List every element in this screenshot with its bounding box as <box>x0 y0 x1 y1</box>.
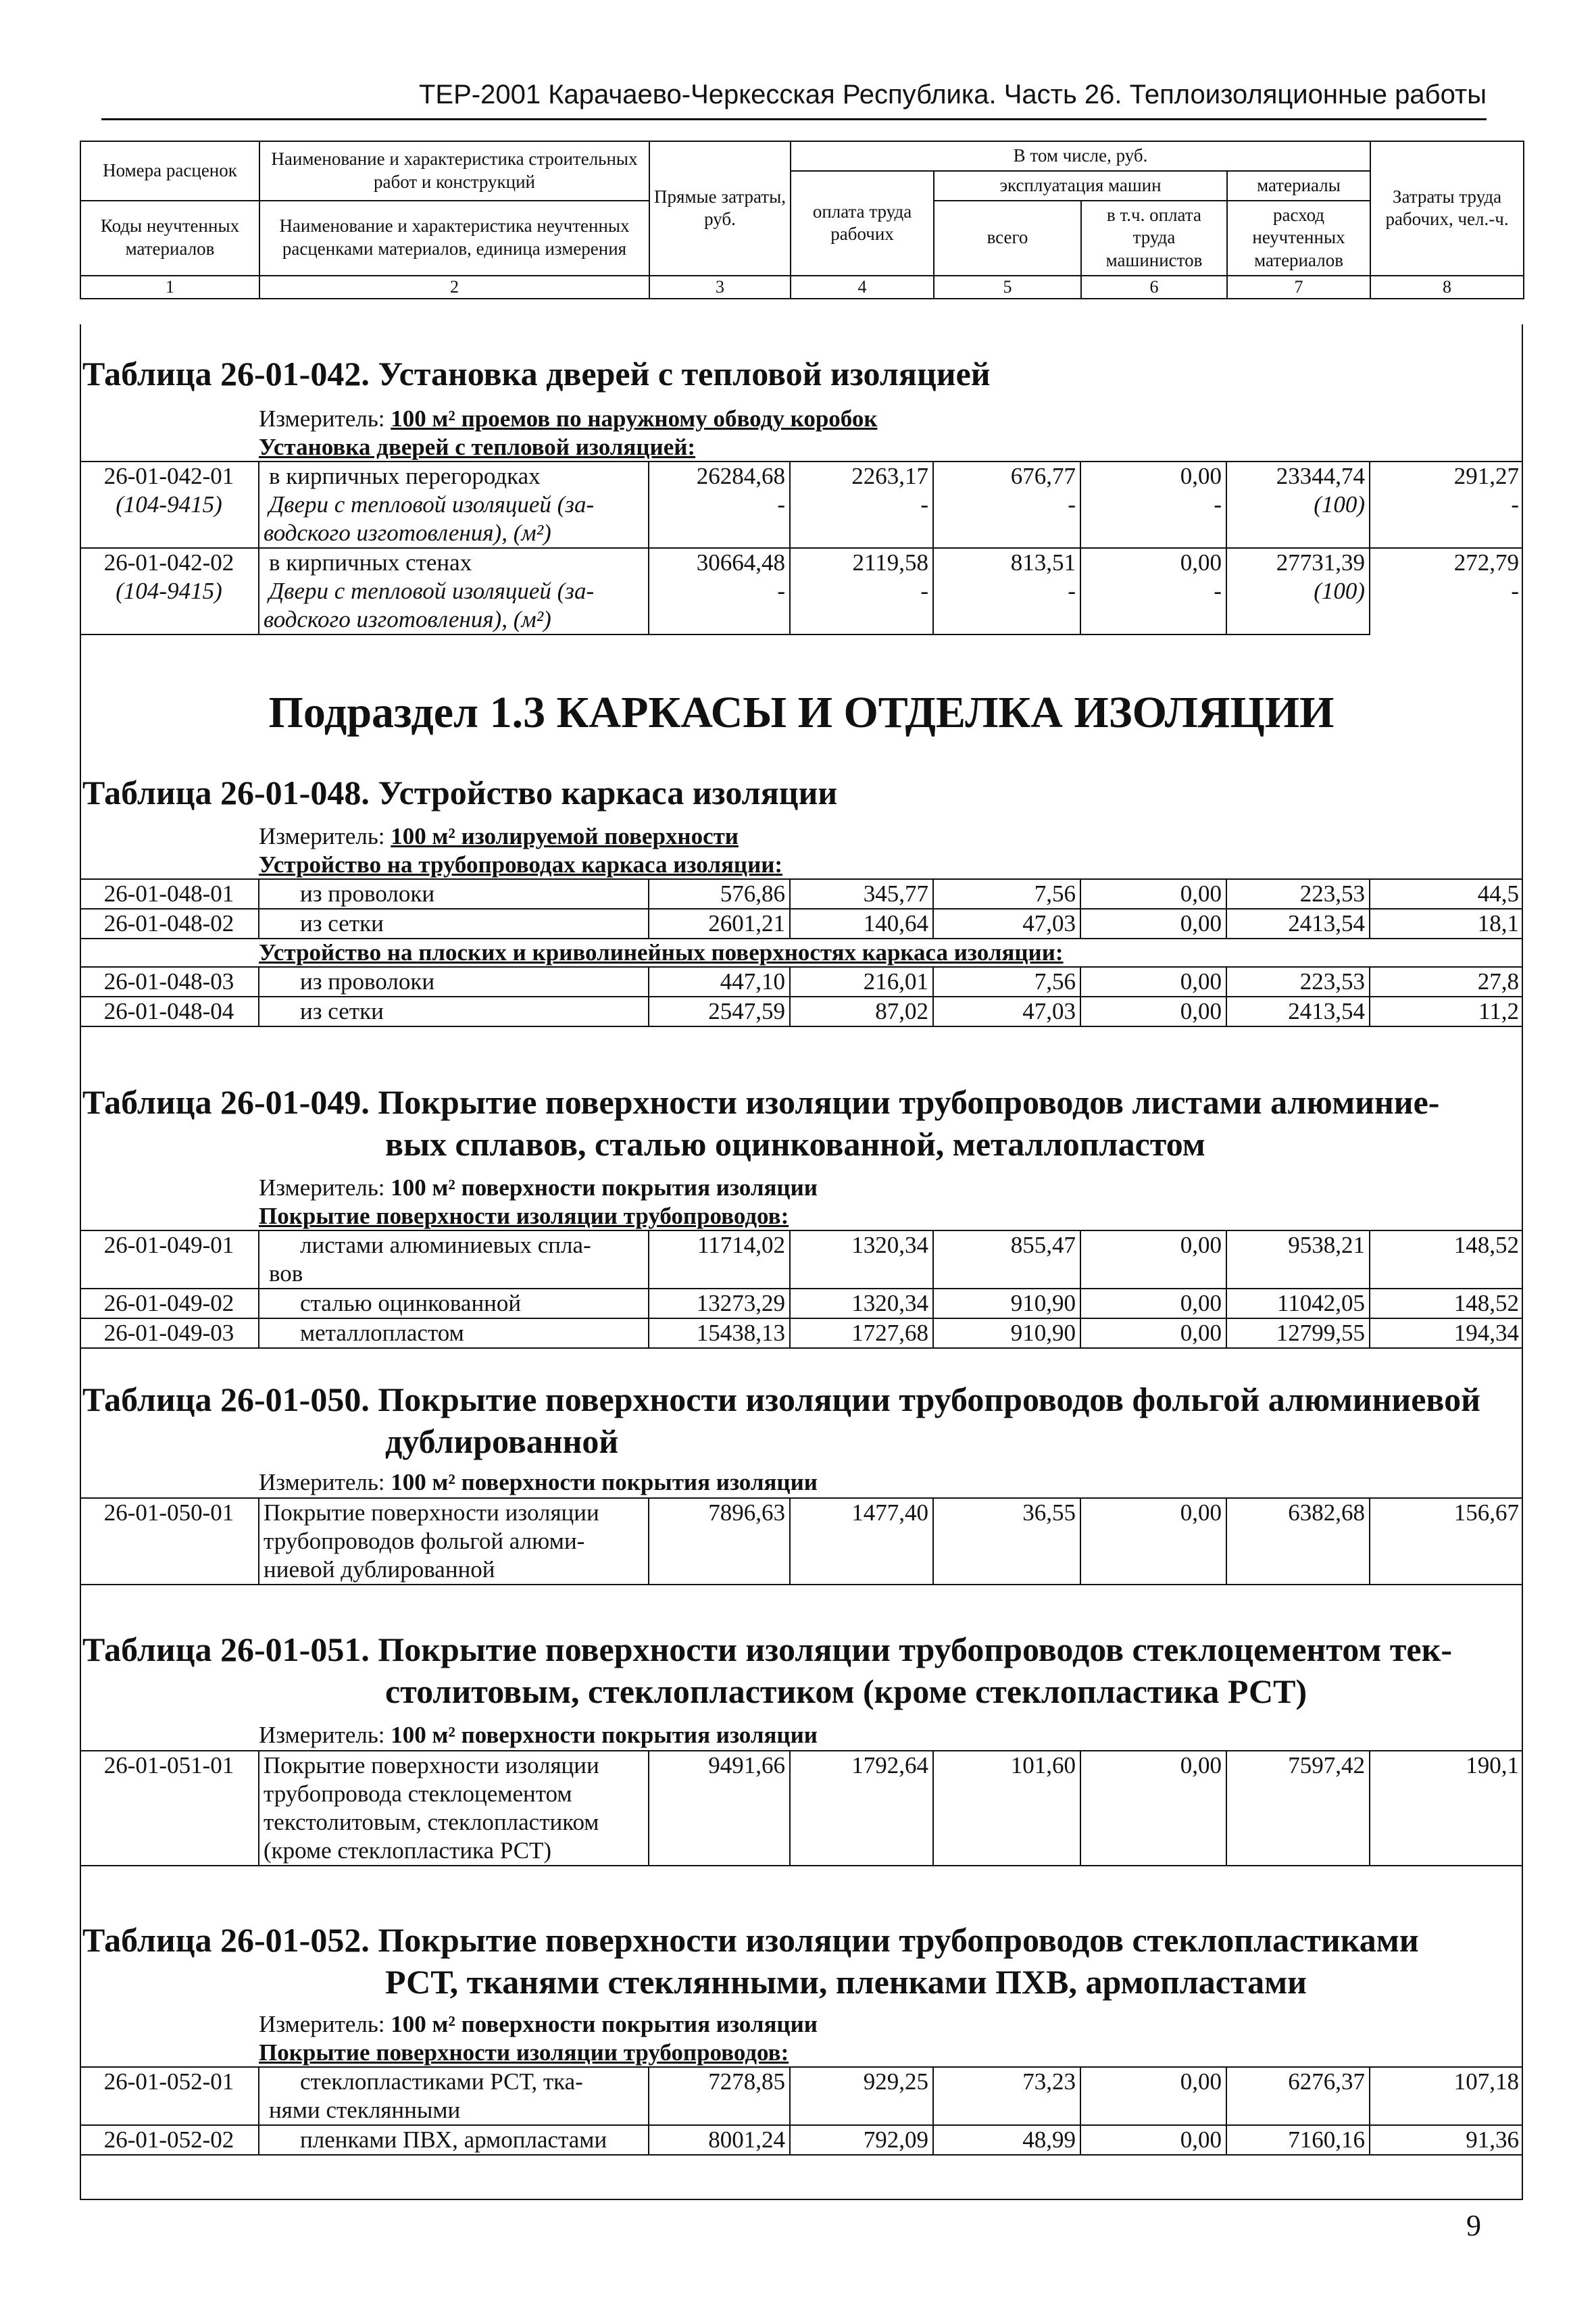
row-name-line: ниевой дублированной <box>264 1556 495 1583</box>
measure-label: Измеритель: <box>259 1722 385 1748</box>
materials-header: материалы <box>1227 171 1370 201</box>
col-number: 6 <box>1081 276 1227 299</box>
row-direct-cost: 2547,59 <box>649 997 790 1026</box>
col3-header: Прямые затраты, руб. <box>649 141 791 276</box>
material-quantity: (100) <box>1226 577 1370 605</box>
table-048-section <box>80 772 1523 1027</box>
table-051-title <box>80 1628 1523 1712</box>
row-materials: 27731,39 <box>1226 548 1370 577</box>
row-value: - <box>649 577 790 605</box>
row-machinists-pay: 0,00 <box>1080 997 1226 1026</box>
row-machines-total: 910,90 <box>933 1318 1080 1348</box>
row-labor-hours: 91,36 <box>1370 2125 1523 2155</box>
column-header-table <box>80 141 1524 299</box>
col1-header-bottom: Коды неучтенных материалов <box>80 201 259 276</box>
row-machinists-pay: 0,00 <box>1080 2067 1226 2125</box>
row-machines-total: 676,77 <box>933 462 1080 491</box>
row-name-line: вов <box>269 1260 303 1287</box>
machines-header: эксплуатация машин <box>934 171 1227 201</box>
table-048-measure <box>80 822 1523 851</box>
row-labor-hours: 44,5 <box>1370 879 1523 909</box>
row-labor-hours: 148,52 <box>1370 1230 1523 1289</box>
table-050-measure <box>80 1468 1523 1497</box>
row-labor-pay: 1792,64 <box>790 1751 933 1866</box>
row-labor-pay: 87,02 <box>790 997 933 1026</box>
row-name: из сетки <box>259 997 649 1026</box>
row-value: - <box>790 491 933 519</box>
row-code: 26-01-049-03 <box>80 1318 259 1348</box>
row-materials: 223,53 <box>1226 879 1370 909</box>
row-labor-hours: 27,8 <box>1370 967 1523 997</box>
row-name-line: текстолитовым, стеклопластиком <box>264 1809 599 1835</box>
table-042-section <box>80 353 1523 635</box>
measure-value: 100 м² изолируемой поверхности <box>391 823 739 849</box>
measure-label: Измеритель: <box>259 1174 385 1201</box>
row-machinists-pay: 0,00 <box>1080 879 1226 909</box>
row-value: - <box>1511 578 1519 604</box>
row-direct-cost: 13273,29 <box>649 1289 790 1318</box>
measure-label: Измеритель: <box>259 823 385 849</box>
row-labor-pay: 1320,34 <box>790 1230 933 1289</box>
row-direct-cost: 7278,85 <box>649 2067 790 2125</box>
row-labor-hours: 107,18 <box>1370 2067 1523 2125</box>
measure-label: Измеритель: <box>259 1469 385 1495</box>
material-name: Двери с тепловой изоляцией (за- <box>259 491 649 519</box>
row-direct-cost: 576,86 <box>649 879 790 909</box>
table-042-data <box>80 461 1523 635</box>
col-number: 8 <box>1370 276 1524 299</box>
row-value: - <box>649 491 790 519</box>
row-name-line: стеклопластиками РСТ, тка- <box>300 2068 583 2095</box>
col4-header: оплата труда рабочих <box>791 171 934 276</box>
row-machinists-pay: 0,00 <box>1080 1230 1226 1289</box>
row-machinists-pay: 0,00 <box>1080 462 1226 491</box>
row-materials: 12799,55 <box>1226 1318 1370 1348</box>
row-machines-total: 7,56 <box>933 879 1080 909</box>
row-labor-pay: 140,64 <box>790 909 933 939</box>
row-labor-pay: 2263,17 <box>790 462 933 491</box>
title-line-2: РСТ, тканями стеклянными, пленками ПХВ, армопластами <box>385 1963 1307 2001</box>
table-048-data-2 <box>80 966 1523 1027</box>
row-value: - <box>1080 577 1226 605</box>
table-050-title <box>80 1378 1523 1462</box>
row-name-line: листами алюминиевых спла- <box>300 1232 591 1258</box>
table-050-data <box>80 1497 1523 1585</box>
row-name: в кирпичных стенах <box>259 548 649 577</box>
measure-value: 100 м² поверхности покрытия изоляции <box>391 1174 818 1201</box>
material-name-cont: водского изготовления), (м²) <box>259 519 649 548</box>
row-materials: 2413,54 <box>1226 997 1370 1026</box>
row-labor-hours: 18,1 <box>1370 909 1523 939</box>
included-header: В том числе, руб. <box>791 141 1370 171</box>
row-name: из сетки <box>259 909 649 939</box>
row-value: - <box>790 577 933 605</box>
table-049-data <box>80 1230 1523 1349</box>
row-direct-cost: 7896,63 <box>649 1498 790 1585</box>
row-name <box>259 2067 649 2125</box>
row-materials: 7160,16 <box>1226 2125 1370 2155</box>
row-direct-cost: 15438,13 <box>649 1318 790 1348</box>
measure-label: Измеритель: <box>259 2011 385 2037</box>
row-code: 26-01-048-01 <box>80 879 259 909</box>
table-048-title: Таблица 26-01-048. Устройство каркаса изоляции <box>82 774 838 812</box>
page-number: 9 <box>1466 2209 1481 2242</box>
material-name-cont: водского изготовления), (м²) <box>259 605 649 634</box>
row-name: сталью оцинкованной <box>259 1289 649 1318</box>
measure-value: 100 м² поверхности покрытия изоляции <box>391 1722 818 1748</box>
row-labor-hours: 190,1 <box>1370 1751 1523 1866</box>
table-row <box>80 879 1523 909</box>
title-line-1: Таблица 26-01-052. Покрытие поверхности изоляции трубопроводов стеклопластиками <box>82 1921 1419 1959</box>
row-labor-pay: 1320,34 <box>790 1289 933 1318</box>
table-049-section <box>80 1081 1523 1349</box>
col7-header: расход неучтенных материалов <box>1227 201 1370 276</box>
table-row <box>80 1751 1523 1866</box>
row-materials: 6382,68 <box>1226 1498 1370 1585</box>
row-machinists-pay: 0,00 <box>1080 967 1226 997</box>
row-name-line: Покрытие поверхности изоляции <box>264 1752 599 1778</box>
col2-header-top: Наименование и характеристика строительных работ и конструкций <box>259 141 649 201</box>
measure-value: 100 м² поверхности покрытия изоляции <box>391 1469 818 1495</box>
col6-header: в т.ч. оплата труда машинистов <box>1081 201 1227 276</box>
row-name-line: трубопровода стеклоцементом <box>264 1781 572 1807</box>
row-code: 26-01-048-04 <box>80 997 259 1026</box>
table-052-subhead: Покрытие поверхности изоляции трубопроводов: <box>259 2039 789 2066</box>
table-048-subhead-2: Устройство на плоских и криволинейных поверхностях каркаса изоляции: <box>259 939 1064 966</box>
row-name: пленками ПВХ, армопластами <box>259 2125 649 2155</box>
row-direct-cost: 2601,21 <box>649 909 790 939</box>
header-rule <box>101 118 1487 120</box>
material-row <box>80 577 1523 605</box>
col1-header-top: Номера расценок <box>80 141 259 201</box>
measure-value: 100 м² проемов по наружному обводу коробок <box>391 405 878 432</box>
col-number: 4 <box>791 276 934 299</box>
material-quantity: (100) <box>1226 491 1370 519</box>
row-code: 26-01-048-02 <box>80 909 259 939</box>
table-050-section <box>80 1378 1523 1585</box>
row-code: 26-01-042-01 <box>80 462 259 491</box>
row-machines-total: 813,51 <box>933 548 1080 577</box>
table-052-data <box>80 2066 1523 2156</box>
row-code: 26-01-052-02 <box>80 2125 259 2155</box>
row-materials: 7597,42 <box>1226 1751 1370 1866</box>
row-value: - <box>1511 491 1519 518</box>
row-machines-total: 910,90 <box>933 1289 1080 1318</box>
row-name-line: Покрытие поверхности изоляции <box>264 1499 599 1526</box>
table-row <box>80 1498 1523 1585</box>
row-machinists-pay: 0,00 <box>1080 1751 1226 1866</box>
row-labor-pay: 929,25 <box>790 2067 933 2125</box>
row-direct-cost: 30664,48 <box>649 548 790 577</box>
row-labor-pay: 2119,58 <box>790 548 933 577</box>
title-line-2: вых сплавов, сталью оцинкованной, металлопластом <box>385 1125 1205 1163</box>
table-row <box>80 997 1523 1026</box>
material-code: (104-9415) <box>80 577 259 605</box>
row-labor-pay: 792,09 <box>790 2125 933 2155</box>
col-number: 7 <box>1227 276 1370 299</box>
table-row <box>80 2067 1523 2125</box>
table-row <box>80 1230 1523 1289</box>
row-materials: 2413,54 <box>1226 909 1370 939</box>
row-machinists-pay: 0,00 <box>1080 1289 1226 1318</box>
row-name <box>259 1498 649 1585</box>
title-line-2: дублированной <box>385 1422 619 1460</box>
row-name <box>259 1751 649 1866</box>
row-labor-hours: 291,27 <box>1370 462 1523 491</box>
row-materials: 11042,05 <box>1226 1289 1370 1318</box>
material-row <box>80 491 1523 519</box>
col-number: 3 <box>649 276 791 299</box>
row-labor-pay: 1477,40 <box>790 1498 933 1585</box>
row-value: - <box>933 491 1080 519</box>
title-line-2: столитовым, стеклопластиком (кроме стеклопластика РСТ) <box>385 1672 1307 1710</box>
row-name: из проволоки <box>259 879 649 909</box>
table-042-subhead: Установка дверей с тепловой изоляцией: <box>259 434 696 460</box>
material-row-cont <box>80 605 1523 634</box>
row-labor-hours: 194,34 <box>1370 1318 1523 1348</box>
row-code: 26-01-042-02 <box>80 548 259 577</box>
table-row <box>80 1318 1523 1348</box>
title-line-1: Таблица 26-01-049. Покрытие поверхности изоляции трубопроводов листами алюминие- <box>82 1083 1440 1121</box>
row-machines-total: 48,99 <box>933 2125 1080 2155</box>
row-code: 26-01-049-02 <box>80 1289 259 1318</box>
row-name: в кирпичных перегородках <box>259 462 649 491</box>
row-name-line: трубопроводов фольгой алюми- <box>264 1528 585 1554</box>
table-052-section <box>80 1919 1523 2156</box>
row-direct-cost: 9491,66 <box>649 1751 790 1866</box>
table-052-title <box>80 1919 1523 2003</box>
col8-header: Затраты труда рабочих, чел.-ч. <box>1370 141 1524 276</box>
material-code: (104-9415) <box>80 491 259 519</box>
table-048-subhead-1: Устройство на трубопроводах каркаса изоляции: <box>259 851 783 878</box>
row-direct-cost: 26284,68 <box>649 462 790 491</box>
col-number: 5 <box>934 276 1081 299</box>
row-machines-total: 47,03 <box>933 909 1080 939</box>
row-labor-hours: 156,67 <box>1370 1498 1523 1585</box>
column-number-row <box>80 276 1524 299</box>
table-051-data <box>80 1750 1523 1866</box>
col-number: 1 <box>80 276 259 299</box>
table-row <box>80 548 1523 577</box>
document-title: ТЕР-2001 Карачаево-Черкесская Республика. Часть 26. Теплоизоляционные работы <box>419 80 1487 109</box>
title-line-1: Таблица 26-01-051. Покрытие поверхности изоляции трубопроводов стеклоцементом тек- <box>82 1631 1453 1668</box>
table-052-measure <box>80 2010 1523 2039</box>
table-049-title <box>80 1081 1523 1165</box>
table-042-title: Таблица 26-01-042. Установка дверей с тепловой изоляцией <box>82 355 991 393</box>
row-code: 26-01-050-01 <box>80 1498 259 1585</box>
row-value: - <box>1080 491 1226 519</box>
row-code: 26-01-048-03 <box>80 967 259 997</box>
row-name-line: нями стеклянными <box>269 2097 461 2123</box>
row-machines-total: 7,56 <box>933 967 1080 997</box>
row-code: 26-01-049-01 <box>80 1230 259 1289</box>
title-line-1: Таблица 26-01-050. Покрытие поверхности изоляции трубопроводов фольгой алюминиевой <box>82 1380 1480 1418</box>
measure-label: Измеритель: <box>259 405 385 432</box>
table-049-subhead: Покрытие поверхности изоляции трубопроводов: <box>259 1203 789 1229</box>
row-code: 26-01-051-01 <box>80 1751 259 1866</box>
col2-header-bottom: Наименование и характеристика неучтенных расценками материалов, единица измерения <box>259 201 649 276</box>
row-machines-total: 73,23 <box>933 2067 1080 2125</box>
row-machines-total: 47,03 <box>933 997 1080 1026</box>
table-row <box>80 967 1523 997</box>
material-row-cont <box>80 519 1523 548</box>
table-049-measure <box>80 1173 1523 1203</box>
row-machinists-pay: 0,00 <box>1080 1498 1226 1585</box>
col-number: 2 <box>259 276 649 299</box>
row-name: металлопластом <box>259 1318 649 1348</box>
table-051-section <box>80 1628 1523 1866</box>
row-materials: 9538,21 <box>1226 1230 1370 1289</box>
row-code: 26-01-052-01 <box>80 2067 259 2125</box>
table-048-data-1 <box>80 878 1523 939</box>
table-row <box>80 1289 1523 1318</box>
row-labor-pay: 216,01 <box>790 967 933 997</box>
row-materials: 6276,37 <box>1226 2067 1370 2125</box>
subsection-title: Подраздел 1.3 КАРКАСЫ И ОТДЕЛКА ИЗОЛЯЦИИ <box>268 688 1335 737</box>
table-042-measure <box>80 404 1523 434</box>
table-row <box>80 462 1523 491</box>
row-labor-hours: 272,79 <box>1370 548 1523 577</box>
row-labor-pay: 345,77 <box>790 879 933 909</box>
row-machines-total: 36,55 <box>933 1498 1080 1585</box>
row-name <box>259 1230 649 1289</box>
row-machinists-pay: 0,00 <box>1080 2125 1226 2155</box>
material-name: Двери с тепловой изоляцией (за- <box>259 577 649 605</box>
row-direct-cost: 447,10 <box>649 967 790 997</box>
page-header <box>101 80 1487 120</box>
row-labor-hours: 11,2 <box>1370 997 1523 1026</box>
row-name: из проволоки <box>259 967 649 997</box>
row-machines-total: 855,47 <box>933 1230 1080 1289</box>
row-name-line: (кроме стеклопластика РСТ) <box>264 1837 552 1864</box>
row-labor-pay: 1727,68 <box>790 1318 933 1348</box>
row-machinists-pay: 0,00 <box>1080 1318 1226 1348</box>
row-direct-cost: 8001,24 <box>649 2125 790 2155</box>
table-051-measure <box>80 1720 1523 1750</box>
row-machinists-pay: 0,00 <box>1080 548 1226 577</box>
table-row <box>80 909 1523 939</box>
row-machinists-pay: 0,00 <box>1080 909 1226 939</box>
col5-header: всего <box>934 201 1081 276</box>
row-machines-total: 101,60 <box>933 1751 1080 1866</box>
measure-value: 100 м² поверхности покрытия изоляции <box>391 2011 818 2037</box>
row-materials: 23344,74 <box>1226 462 1370 491</box>
row-direct-cost: 11714,02 <box>649 1230 790 1289</box>
row-labor-hours: 148,52 <box>1370 1289 1523 1318</box>
row-materials: 223,53 <box>1226 967 1370 997</box>
table-row <box>80 2125 1523 2155</box>
row-value: - <box>933 577 1080 605</box>
